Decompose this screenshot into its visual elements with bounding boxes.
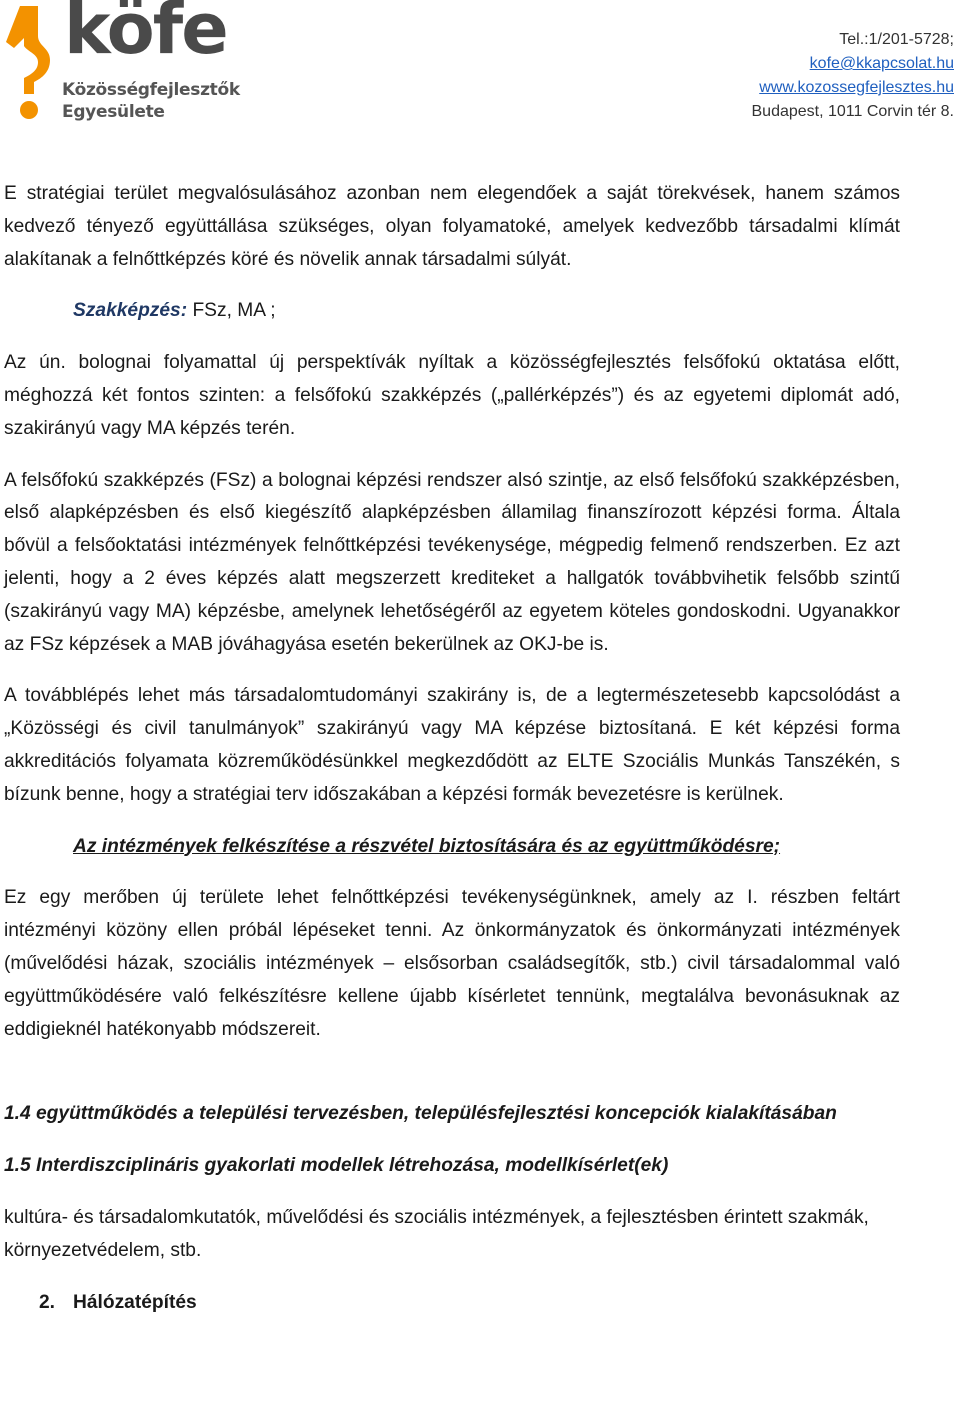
szakkepzes-line [4, 295, 900, 328]
paragraph-strategy: E stratégiai terület megvalósulásához azonban nem elegendőek a saját törekvések, hanem számos kedvező tényező együttállása szükséges, olyan folyamatoké, amelyek kedvezőbb társadalmi klímát alakítanak a felnőttképzés köré és növelik annak társadalmi súlyát. [4, 183, 900, 270]
szakkepzes-text: FSz, MA ; [187, 300, 276, 322]
heading-2 [4, 1287, 900, 1320]
paragraph-interdisciplinary: kultúra- és társadalomkutatók, művelődési és szociális intézmények, a fejlesztésben érintett szakmák, környezetvédelem, stb. [4, 1206, 869, 1261]
subheading-institutions [4, 831, 900, 864]
contact-phone: Tel.:1/201-5728; [839, 31, 954, 48]
heading-1-4: 1.4 együttműködés a települési tervezésben, településfejlesztési koncepciók kialakításában [4, 1103, 837, 1125]
heading-2-number: 2. [39, 1291, 56, 1313]
kofe-logo [2, 0, 240, 124]
paragraph-continuation: A továbblépés lehet más társadalomtudományi szakirány is, de a legtermészetesebb kapcsolódást a „Közösségi és civil tanulmányok” szakirányú vagy MA képzése biztosítaná. E két képzési forma akkreditációs folyamata közreműködésünkkel megkezdődött az ELTE Szociális Munkás Tanszékén, s bízunk benne, hogy a stratégiai terv időszakában a képzési formák bevezetésre is kerülnek. [4, 685, 900, 805]
logo-subtitle-line1: Közösségfejlesztők [62, 80, 240, 100]
paragraph-fsz: A felsőfokú szakképzés (FSz) a bolognai képzési rendszer alsó szintje, az első felsőfokú szakképzésben, első alapképzésben és első kiegészítő alapképzésben államilag finanszírozott képzési forma. Általa bővül a felsőoktatási intézmények felnőttképzési tevékenysége, mégpedig felmenő rendszerben. Ez azt jelenti, hogy a 2 éves képzés alatt megszerzett krediteket a hallgatók továbbvihetik felsőbb szintű (szakirányú vagy MA) képzésbe, amelynek lehetőségéről az egyetem köteles gondoskodni. Ugyanakkor az FSz képzések a MAB jóváhagyása esetén bekerülnek az OKJ-be is. [4, 469, 900, 655]
contact-block [752, 28, 955, 124]
heading-2-text: Hálózatépítés [73, 1291, 197, 1313]
paragraph-bologna: Az ún. bolognai folyamattal új perspektívák nyíltak a közösségfejlesztés felsőfokú oktatása előtt, méghozzá két fontos szinten: a felsőfokú szakképzés („pallérképzés”) és az egyetemi diplomát adó, szakirányú vagy MA képzés terén. [4, 352, 900, 439]
heading-1-5: 1.5 Interdiszciplináris gyakorlati modellek létrehozása, modellkísérlet(ek) [4, 1155, 669, 1177]
paragraph-institutions: Ez egy merőben új területe lehet felnőttképzési tevékenységünknek, amely az I. részben feltárt intézményi közöny ellen próbál lépéseket tenni. Az önkormányzatok és önkormányzati intézmények (művelődési házak, szociális intézmények – elsősorban családsegítők, stb.) civil társadalommal való együttműködésére való felkészítésre kellene újabb kísérletet tennünk, megtalálva bevonásuknak az eddigieknél hatékonyabb módszereit. [4, 887, 900, 1040]
logo-name: köfe [64, 0, 227, 70]
logo-subtitle-line2: Egyesülete [62, 102, 165, 122]
contact-website-link[interactable]: www.kozossegfejlesztes.hu [759, 79, 954, 96]
contact-address: Budapest, 1011 Corvin tér 8. [751, 103, 954, 120]
document-body [4, 178, 900, 1319]
contact-email-link[interactable]: kofe@kkapcsolat.hu [809, 55, 954, 72]
szakkepzes-label: Szakképzés: [73, 300, 188, 322]
subheading-institutions-text: Az intézmények felkészítése a részvétel biztosítására és az együttműködésre; [73, 835, 781, 857]
